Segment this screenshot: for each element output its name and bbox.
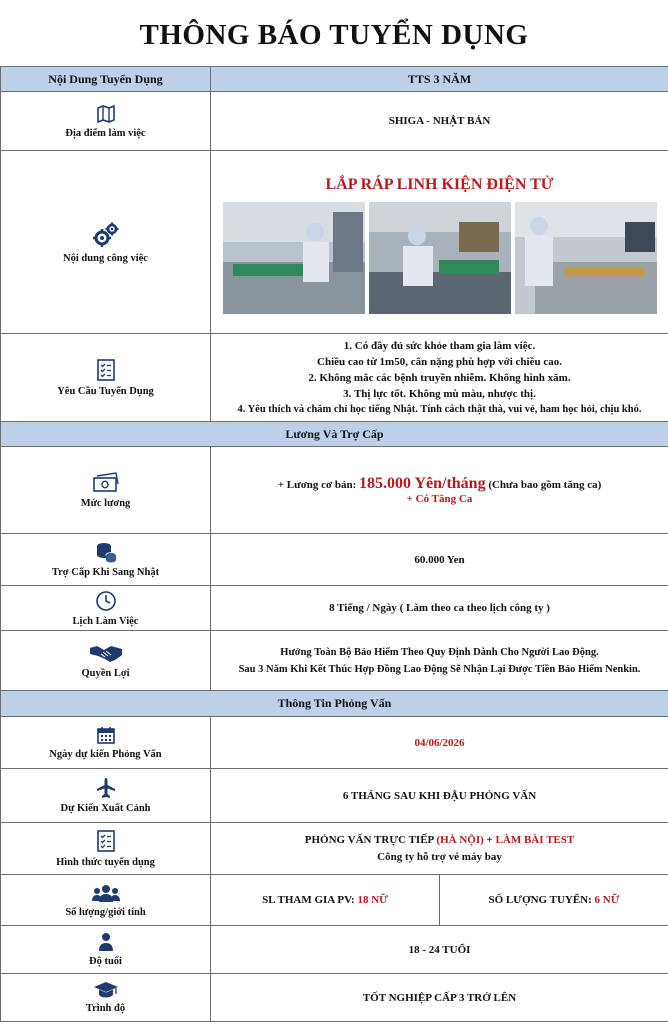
header-left: Nội Dung Tuyển Dụng [1,67,211,92]
education-label: Trình độ [85,1003,126,1014]
page-title: THÔNG BÁO TUYỂN DỤNG [139,19,529,51]
benefits-line-2: Sau 3 Năm Khi Kết Thúc Hợp Đồng Lao Động Sẽ Nhận Lại Được Tiền Bảo Hiểm Nenkin. [238,663,641,675]
requirement-line-4: 3. Thị lực tốt. Không mù màu, nhược thị. [343,387,536,400]
factory-photo-2 [369,202,511,314]
header-row-content [1,67,668,92]
quantity-left-label: SL THAM GIA PV: [262,894,355,906]
clock-icon [95,590,117,612]
method-part-2: (HÀ NỘI) [436,833,484,846]
row-interview-date [1,717,668,769]
age-label: Độ tuổi [89,956,122,967]
method-part-4: LÀM BÀI TEST [495,833,575,846]
salary-overtime: + Có Tăng Ca [406,493,473,505]
interview-date-value: 04/06/2026 [211,717,668,769]
benefits-label: Quyền Lợi [81,668,130,679]
map-icon [96,104,116,124]
quantity-left-value: 18 NỮ [357,894,388,906]
departure-value: 6 THÁNG SAU KHI ĐẬU PHỎNG VẤN [211,769,668,823]
requirement-line-5: 4. Yêu thích và chăm chỉ học tiếng Nhật. Tính cách thật thà, vui vẻ, ham học hỏi, chịu khó. [237,403,642,415]
row-benefits [1,631,668,691]
interview-section-header: Thông Tin Phỏng Vấn [1,691,668,717]
education-value: TỐT NGHIỆP CẤP 3 TRỞ LÊN [211,974,668,1022]
checklist-icon [96,829,116,853]
method-line-2: Công ty hỗ trợ vé máy bay [377,850,502,863]
airplane-icon [96,777,116,799]
handshake-icon [89,642,123,664]
salary-amount: 185.000 Yên/tháng [359,475,486,492]
benefits-line-1: Hưởng Toàn Bộ Bảo Hiểm Theo Quy Định Dành Cho Người Lao Động. [280,646,599,658]
age-value: 18 - 24 TUỔI [211,926,668,974]
header-right: TTS 3 NĂM [211,67,668,92]
location-label: Địa điểm làm việc [65,127,146,139]
info-table [0,66,668,1022]
coins-icon [94,541,118,563]
allowance-label: Trợ Cấp Khi Sang Nhật [51,567,160,578]
person-icon [97,932,115,952]
row-education [1,974,668,1022]
row-method [1,823,668,875]
people-icon [91,883,121,903]
money-icon [92,472,120,494]
salary-label: Mức lương [80,497,131,509]
departure-label: Dự Kiến Xuất Cảnh [60,803,151,814]
interview-date-label: Ngày dự kiến Phỏng Vấn [49,749,162,760]
row-allowance [1,534,668,586]
job-title: LẮP RÁP LINH KIỆN ĐIỆN TỬ [325,176,554,193]
calendar-icon [96,725,116,745]
quantity-label: Số lượng/giới tính [65,906,146,918]
row-quantity [1,875,668,926]
row-schedule [1,586,668,631]
method-part-1: PHỎNG VẤN TRỰC TIẾP [304,833,434,846]
checklist-icon [96,358,116,382]
row-job [1,151,668,334]
quantity-split [211,875,668,925]
requirement-line-2: Chiều cao từ 1m50, cân nặng phù hợp với chiều cao. [317,355,562,368]
factory-photo-1 [223,202,365,314]
row-requirements [1,334,668,422]
row-salary [1,447,668,534]
job-label: Nội dung công việc [63,252,148,264]
method-label: Hình thức tuyển dụng [56,857,155,868]
graduation-cap-icon [93,981,119,999]
gears-icon [92,221,120,249]
row-departure [1,769,668,823]
quantity-right-label: SỐ LƯỢNG TUYỂN: [488,894,592,906]
salary-prefix: + Lương cơ bản: [277,479,357,491]
location-value: SHIGA - NHẬT BẢN [211,92,668,151]
method-part-3: + [486,833,493,846]
row-age [1,926,668,974]
job-photos [211,202,668,314]
quantity-right-value: 6 NỮ [594,894,620,906]
salary-section-header: Lương Và Trợ Cấp [1,422,668,447]
schedule-value: 8 Tiếng / Ngày ( Làm theo ca theo lịch công ty ) [211,586,668,631]
header-row-interview [1,691,668,717]
allowance-value: 60.000 Yen [211,534,668,586]
requirement-line-3: 2. Không mắc các bệnh truyền nhiễm. Không hình xăm. [308,371,571,384]
row-location [1,92,668,151]
schedule-label: Lịch Làm Việc [72,615,139,627]
header-row-salary [1,422,668,447]
salary-note: (Chưa bao gồm tăng ca) [488,479,602,491]
requirements-label: Yêu Cầu Tuyển Dụng [57,386,154,397]
factory-photo-3 [515,202,657,314]
requirement-line-1: 1. Có đầy đủ sức khỏe tham gia làm việc. [343,339,536,352]
